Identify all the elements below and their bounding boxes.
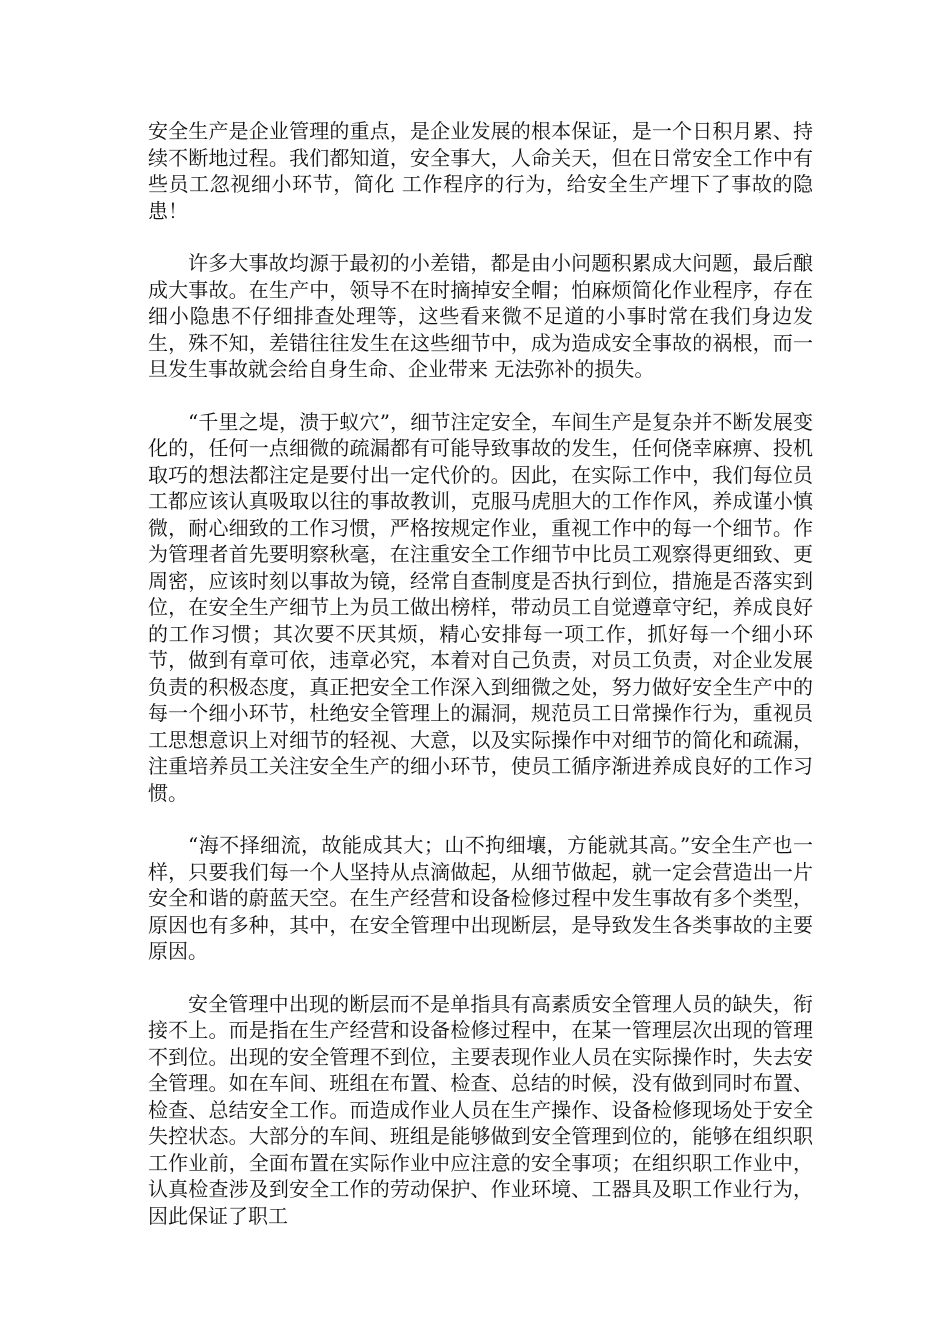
paragraph-1: 安全生产是企业管理的重点，是企业发展的根本保证，是一个日积月累、持续不断地过程。我们都知道，安全事大，人命关天，但在日常安全工作中有些员工忽视细小环节，简化 工作程序的行为，给安全生产埋下了事故的隐患！ <box>148 119 813 223</box>
paragraph-2: 许多大事故均源于最初的小差错，都是由小问题积累成大问题，最后酿成大事故。在生产中，领导不在时摘掉安全帽；怕麻烦简化作业程序，存在细小隐患不仔细排查处理等，这些看来微不足道的小事时常在我们身边发生，殊不知，差错往往发生在这些细节中，成为造成安全事故的祸根，而一旦发生事故就会给自身生命、企业带来 无法弥补的损失。 <box>148 251 813 381</box>
paragraph-3: “千里之堤，溃于蚁穴”，细节注定安全，车间生产是复杂并不断发展变化的，任何一点细微的疏漏都有可能导致事故的发生，任何侥幸麻痹、投机取巧的想法都注定是要付出一定代价的。因此，在实际工作中，我们每位员工都应该认真吸取以往的事故教训，克服马虎胆大的工作作风，养成谨小慎微，耐心细致的工作习惯，严格按规定作业，重视工作中的每一个细节。作为管理者首先要明察秋毫，在注重安全工作细节中比员工观察得更细致、更周密，应该时刻以事故为镜，经常自查制度是否执行到位，措施是否落实到位，在安全生产细节上为员工做出榜样，带动员工自觉遵章守纪，养成良好的工作习惯；其次要不厌其烦，精心安排每一项工作，抓好每一个细小环节，做到有章可依，违章必究，本着对自己负责，对员工负责，对企业发展负责的积极态度，真正把安全工作深入到细微之处，努力做好安全生产中的每一个细小环节，杜绝安全管理上的漏洞，规范员工日常操作行为，重视员工思想意识上对细节的轻视、大意，以及实际操作中对细节的简化和疏漏，注重培养员工关注安全生产的细小环节，使员工循序渐进养成良好的工作习惯。 <box>148 409 813 805</box>
paragraph-5: 安全管理中出现的断层而不是单指具有高素质安全管理人员的缺失，衔接不上。而是指在生产经营和设备检修过程中，在某一管理层次出现的管理不到位。出现的安全管理不到位，主要表现作业人员在实际操作时，失去安全管理。如在车间、班组在布置、检查、总结的时候，没有做到同时布置、检查、总结安全工作。而造成作业人员在生产操作、设备检修现场处于安全失控状态。大部分的车间、班组是能够做到安全管理到位的，能够在组织职工作业前，全面布置在实际作业中应注意的安全事项；在组织职工作业中，认真检查涉及到安全工作的劳动保护、作业环境、工器具及职工作业行为，因此保证了职工 <box>148 991 813 1228</box>
paragraph-4: “海不择细流，故能成其大；山不拘细壤，方能就其高。”安全生产也一样，只要我们每一个人坚持从点滴做起，从细节做起，就一定会营造出一片安全和谐的蔚蓝天空。在生产经营和设备检修过程中发生事故有多个类型，原因也有多种，其中，在安全管理中出现断层，是导致发生各类事故的主要原因。 <box>148 833 813 963</box>
document-body <box>148 118 813 1255</box>
